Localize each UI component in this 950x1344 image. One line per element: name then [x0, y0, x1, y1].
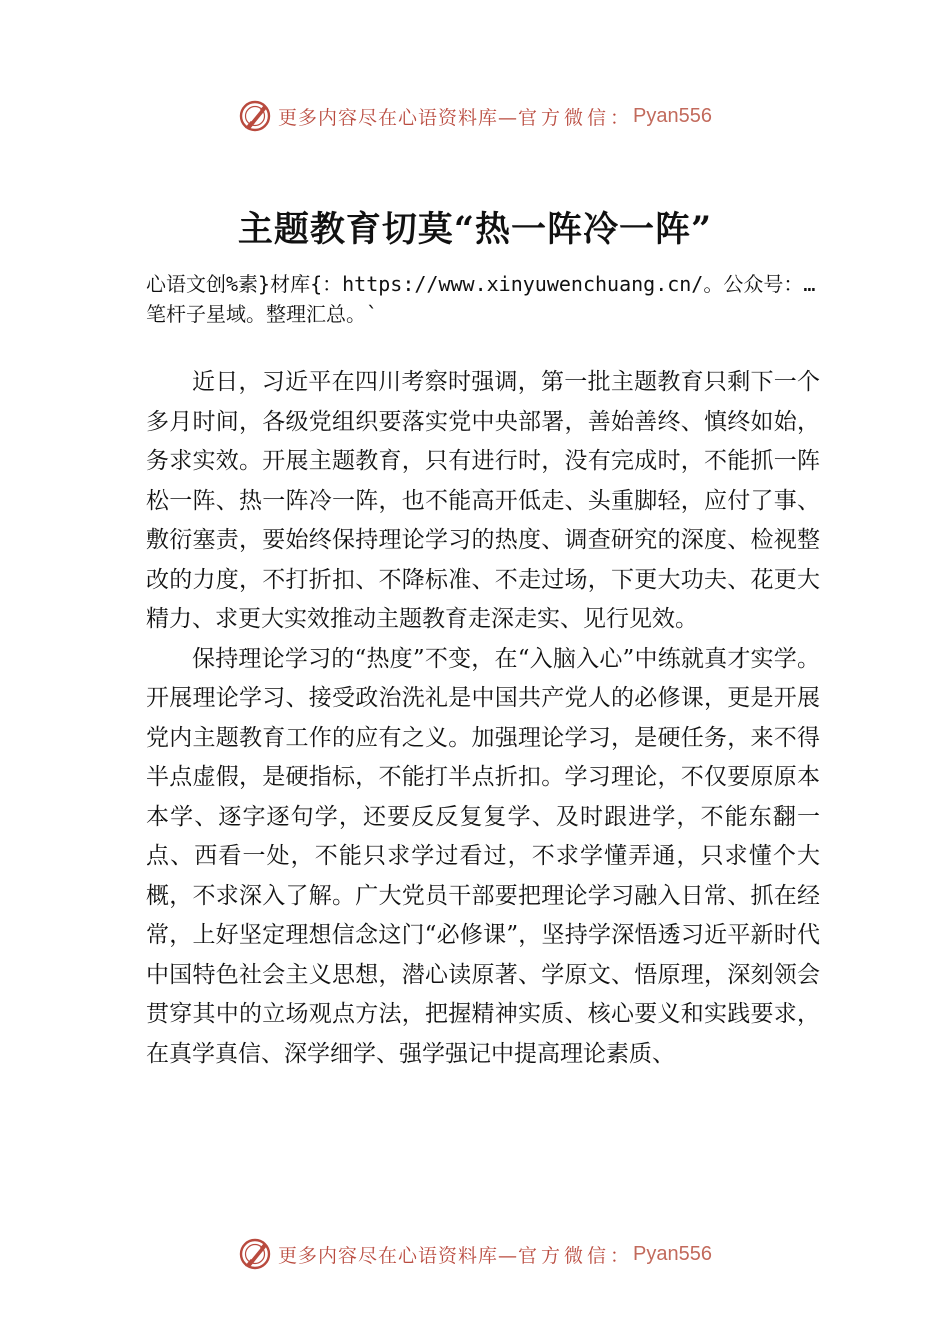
- source-line: 心语文创%素}材库{：https://www.xinyuwenchuang.cn/。公众号：…笔杆子星域。整理汇总。`: [146, 272, 816, 326]
- footer-banner: [0, 1234, 950, 1274]
- document-body: [146, 363, 820, 1074]
- paragraph: 近日，习近平在四川考察时强调，第一批主题教育只剩下一个多月时间，各级党组织要落实党中央部署，善始善终、慎终如始，务求实效。开展主题教育，只有进行时，没有完成时，不能抓一阵松一阵、热一阵冷一阵，也不能高开低走、头重脚轻，应付了事、敷衍塞责，要始终保持理论学习的热度、调查研究的深度、检视整改的力度，不打折扣、不降标准、不走过场，下更大功夫、花更大精力、求更大实效推动主题教育走深走实、见行见效。: [146, 369, 820, 632]
- banner-promo-text: 更多内容尽在心语资料库—: [278, 1244, 519, 1267]
- banner-wechat-id: Pyan556: [633, 104, 712, 127]
- quill-seal-logo-icon: [238, 1237, 272, 1271]
- banner-wechat-label: 官方微信：: [518, 106, 634, 129]
- document-title: 主题教育切莫“热一阵冷一阵”: [237, 209, 713, 250]
- header-banner: [0, 96, 950, 136]
- paragraph: 保持理论学习的“热度”不变，在“入脑入心”中练就真才实学。开展理论学习、接受政治洗礼是中国共产党人的必修课，更是开展党内主题教育工作的应有之义。加强理论学习，是硬任务，来不得半点虚假，是硬指标，不能打半点折扣。学习理论，不仅要原原本本学、逐字逐句学，还要反反复复学、及时跟进学，不能东翻一点、西看一处，不能只求学过看过，不求学懂弄通，只求懂个大概，不求深入了解。广大党员干部要把理论学习融入日常、抓在经常，上好坚定理想信念这门“必修课”，坚持学深悟透习近平新时代中国特色社会主义思想，潜心读原著、学原文、悟原理，深刻领会贯穿其中的立场观点方法，把握精神实质、核心要义和实践要求，在真学真信、深学细学、强学强记中提高理论素质、: [146, 645, 820, 1067]
- quill-seal-logo-icon: [238, 99, 272, 133]
- banner-promo-text: 更多内容尽在心语资料库—: [278, 106, 519, 129]
- banner-wechat-label: 官方微信：: [518, 1244, 634, 1267]
- banner-wechat-id: Pyan556: [633, 1242, 712, 1265]
